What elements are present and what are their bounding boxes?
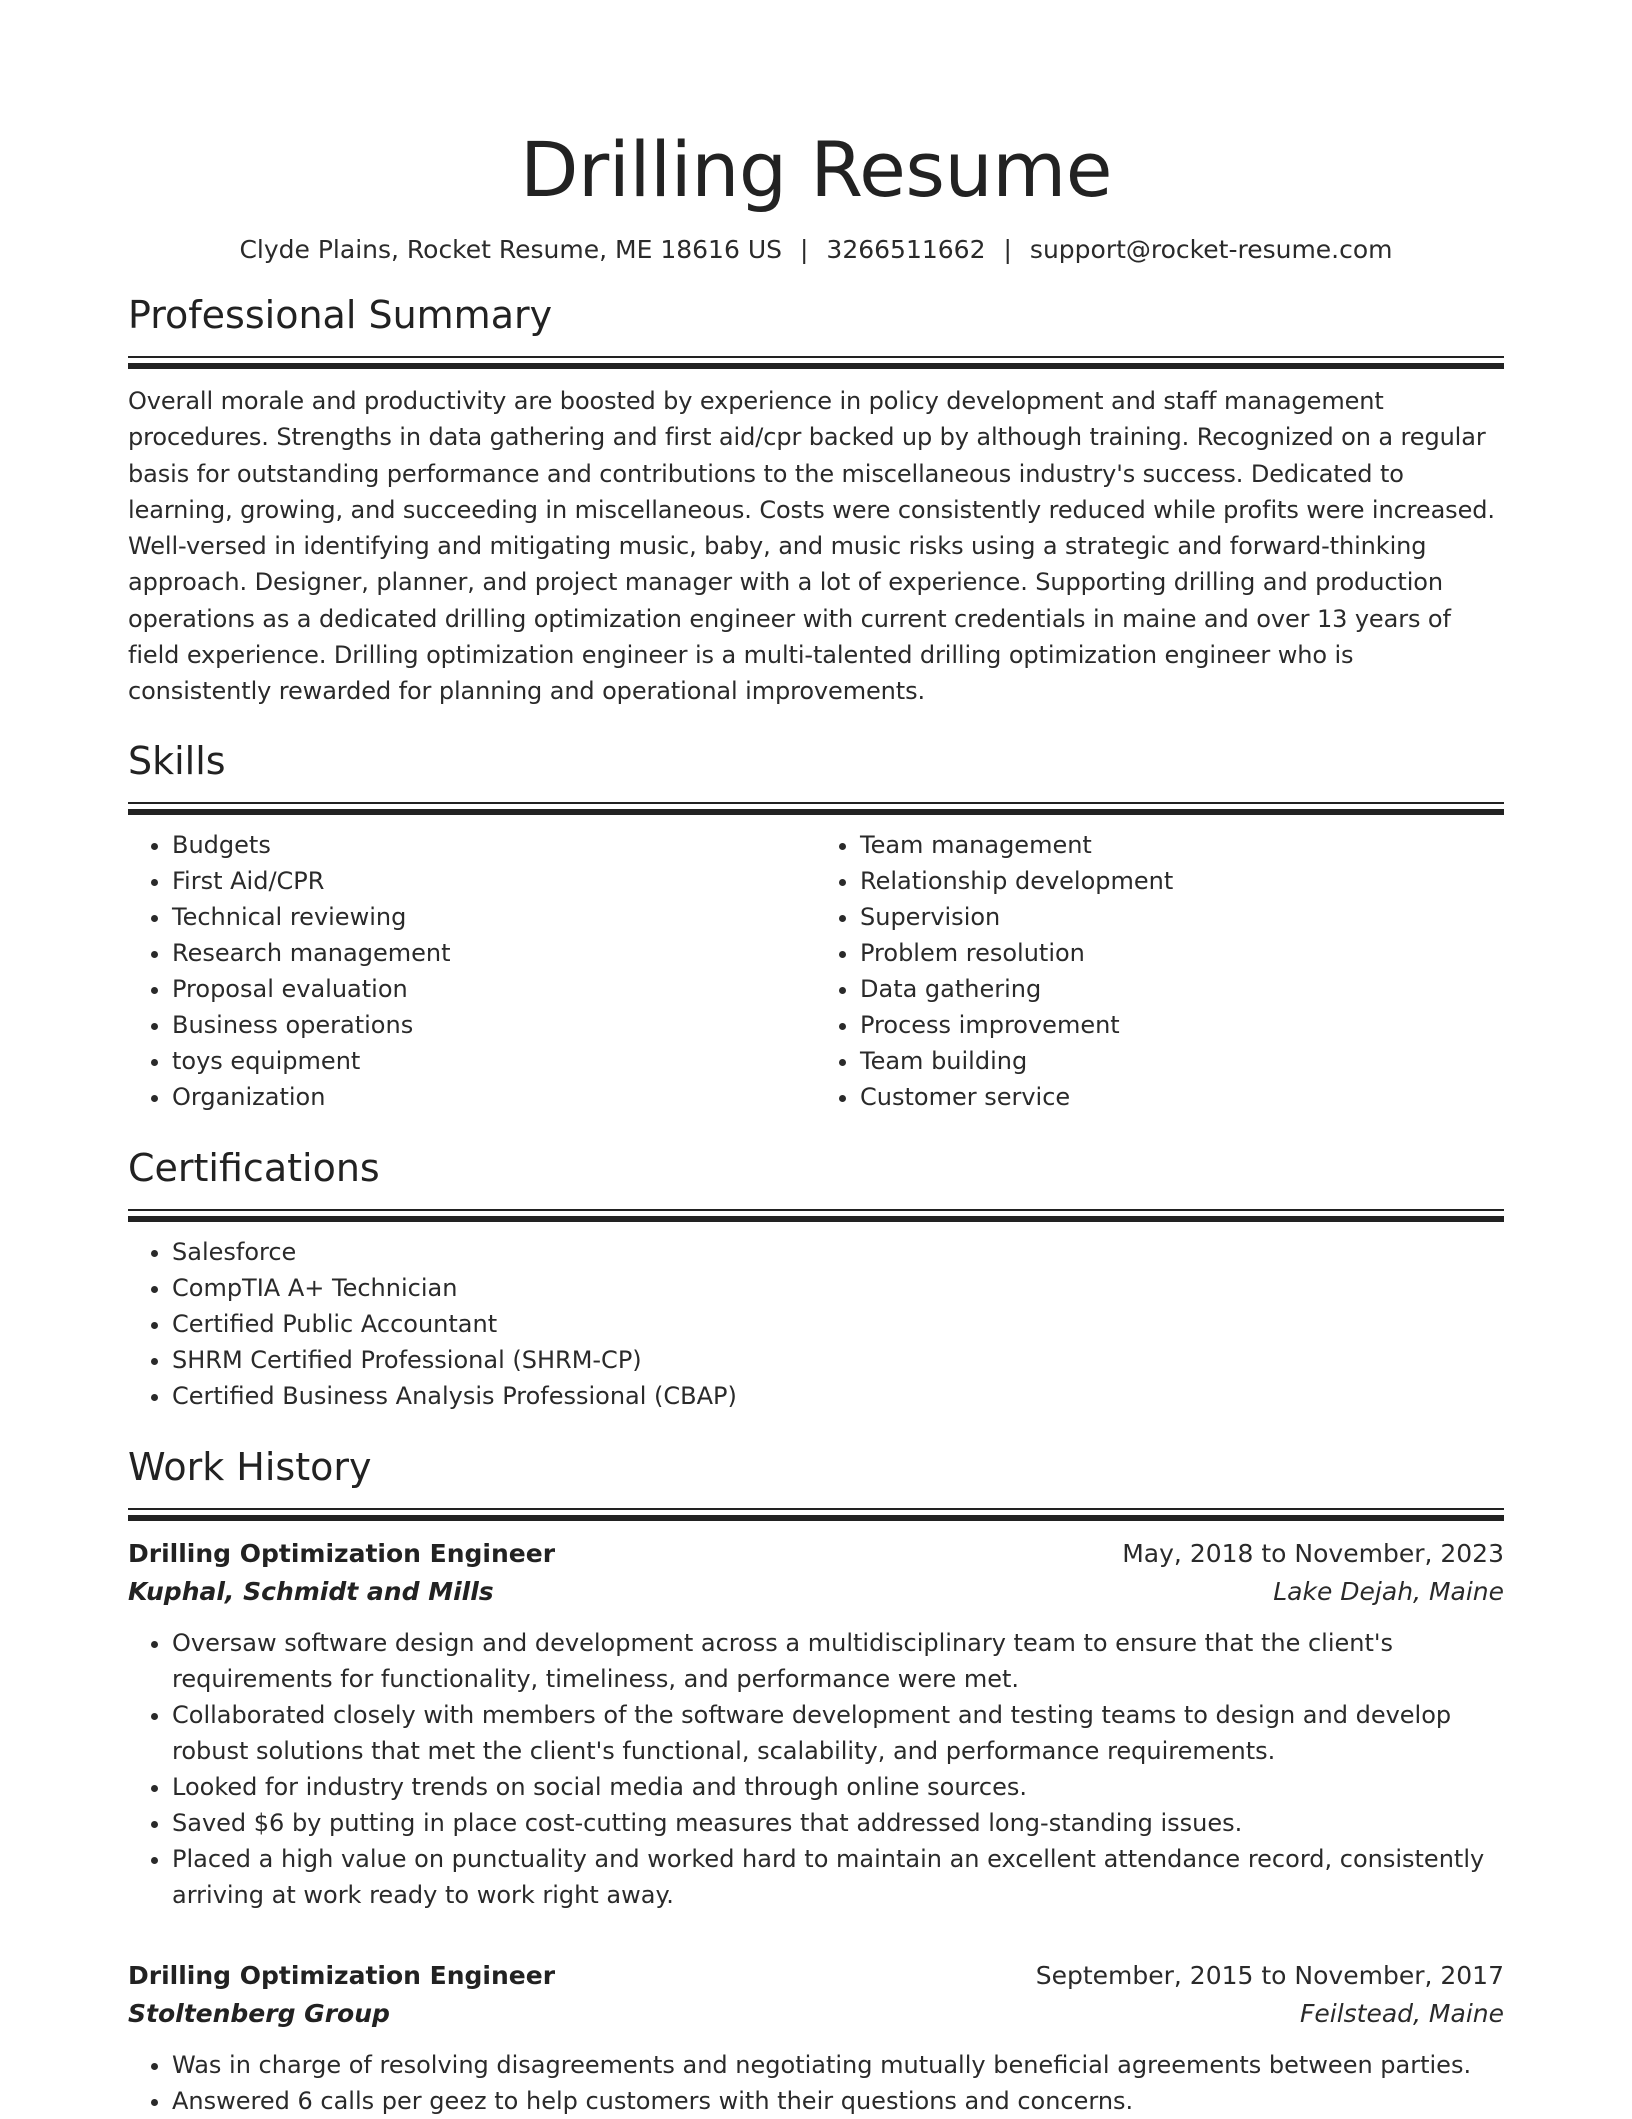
section-divider-thick (128, 1515, 1504, 1521)
certification-item: • Certified Public Accountant (172, 1306, 1504, 1342)
job-bullet: • Placed a high value on punctuality and worked hard to maintain an excellent attendance record, consistently arriving at work ready to work right away. (172, 1841, 1504, 1913)
resume-title: Drilling Resume (519, 125, 1112, 214)
job-bullet: • Looked for industry trends on social media and through online sources. (172, 1769, 1504, 1805)
skills-section (128, 738, 1504, 1115)
skill-item: • Organization (172, 1079, 816, 1115)
skills-list-right (816, 827, 1504, 1115)
job-header-row (128, 1957, 1504, 1995)
job-subheader-row (128, 1995, 1504, 2033)
skill-item: • Research management (172, 935, 816, 971)
job-bullet: • Answered 6 calls per geez to help customers with their questions and concerns. (172, 2083, 1504, 2119)
work-history-section (128, 1444, 1504, 2119)
skill-item: • Supervision (860, 899, 1504, 935)
section-divider (128, 1209, 1504, 1211)
skills-grid (128, 827, 1504, 1115)
contact-phone: 3266511662 (826, 235, 986, 264)
certifications-section (128, 1145, 1504, 1414)
job-entry (128, 1957, 1504, 2119)
skill-item: • First Aid/CPR (172, 863, 816, 899)
summary-section (128, 292, 1504, 710)
certification-item: • Certified Business Analysis Professional (CBAP) (172, 1378, 1504, 1414)
job-title: Drilling Optimization Engineer (128, 1538, 556, 1568)
skill-item: • Business operations (172, 1007, 816, 1043)
certifications-list (128, 1234, 1504, 1414)
contact-separator: | (1003, 235, 1012, 264)
job-bullet: • Oversaw software design and development across a multidisciplinary team to ensure that the client's requirements for functionality, timeliness, and performance were met. (172, 1625, 1504, 1697)
contact-address: Clyde Plains, Rocket Resume, ME 18616 US (239, 235, 782, 264)
skill-item: • Problem resolution (860, 935, 1504, 971)
job-bullets (128, 1625, 1504, 1913)
section-divider-thick (128, 363, 1504, 369)
job-header-row (128, 1535, 1504, 1573)
skills-heading: Skills (128, 738, 226, 783)
skill-item: • toys equipment (172, 1043, 816, 1079)
certification-item: • SHRM Certified Professional (SHRM-CP) (172, 1342, 1504, 1378)
job-bullet: • Collaborated closely with members of the software development and testing teams to design and develop robust solutions that met the client's functional, scalability, and performance requirements. (172, 1697, 1504, 1769)
certification-item: • CompTIA A+ Technician (172, 1270, 1504, 1306)
job-company: Kuphal, Schmidt and Mills (128, 1576, 494, 1606)
skill-item: • Team building (860, 1043, 1504, 1079)
summary-text: Overall morale and productivity are boosted by experience in policy development and staff management procedures. Strengths in data gathering and first aid/cpr backed up by although training. Recognized on a regular basis for outstanding performance and contributions to the miscellaneous industry's success. Dedicated to learning, growing, and succeeding in miscellaneous. Costs were consistently reduced while profits were increased. Well-versed in identifying and mitigating music, baby, and music risks using a strategic and forward-thinking approach. Designer, planner, and project manager with a lot of experience. Supporting drilling and production operations as a dedicated drilling optimization engineer with current credentials in maine and over 13 years of field experience. Drilling optimization engineer is a multi-talented drilling optimization engineer who is consistently rewarded for planning and operational improvements. (128, 387, 1495, 706)
skill-item: • Budgets (172, 827, 816, 863)
section-divider-thick (128, 809, 1504, 815)
skill-item: • Technical reviewing (172, 899, 816, 935)
skill-item: • Customer service (860, 1079, 1504, 1115)
contact-line (128, 234, 1504, 266)
job-bullet: • Saved $6 by putting in place cost-cutting measures that addressed long-standing issues. (172, 1805, 1504, 1841)
skill-item: • Proposal evaluation (172, 971, 816, 1007)
section-divider (128, 1508, 1504, 1510)
job-location: Lake Dejah, Maine (1273, 1576, 1504, 1606)
section-divider-thick (128, 1216, 1504, 1222)
contact-email[interactable]: support@rocket-resume.com (1029, 235, 1393, 264)
job-subheader-row (128, 1573, 1504, 1611)
contact-separator: | (799, 235, 809, 264)
skill-item: • Data gathering (860, 971, 1504, 1007)
work-history-heading: Work History (128, 1444, 372, 1489)
skill-item: • Team management (860, 827, 1504, 863)
certification-item: • Salesforce (172, 1234, 1504, 1270)
job-dates: September, 2015 to November, 2017 (1035, 1960, 1504, 1990)
skills-list-left (128, 827, 816, 1115)
summary-heading: Professional Summary (128, 293, 553, 337)
job-bullet: • Was in charge of resolving disagreements and negotiating mutually beneficial agreements between parties. (172, 2047, 1504, 2083)
job-title: Drilling Optimization Engineer (128, 1960, 556, 1990)
skill-item: • Relationship development (860, 863, 1504, 899)
job-entry (128, 1535, 1504, 1913)
job-location: Feilstead, Maine (1299, 1998, 1504, 2028)
section-divider (128, 802, 1504, 804)
job-bullets (128, 2047, 1504, 2119)
certifications-heading: Certifications (128, 1145, 380, 1190)
section-divider (128, 356, 1504, 358)
job-dates: May, 2018 to November, 2023 (1122, 1538, 1504, 1568)
job-company: Stoltenberg Group (128, 1998, 390, 2028)
skill-item: • Process improvement (860, 1007, 1504, 1043)
